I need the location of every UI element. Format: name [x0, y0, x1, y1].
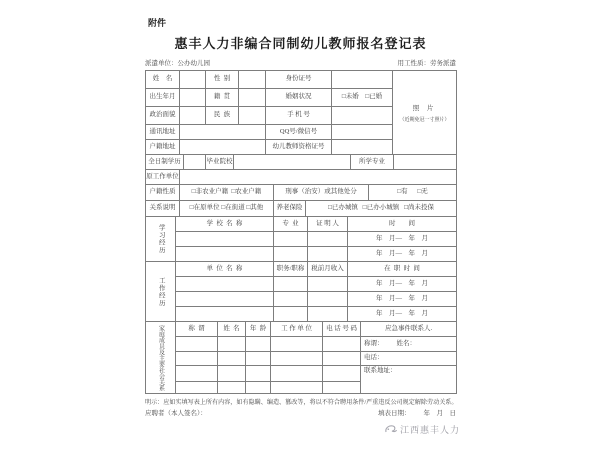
empty-cell [246, 366, 271, 382]
emergency-contact-address-cell: 联系地址： [361, 366, 457, 394]
pension-insurance-label: 养老保险 [274, 201, 306, 217]
empty-cell [176, 247, 274, 262]
row-household-type [146, 185, 457, 201]
graduate-school-value-cell [234, 155, 351, 170]
empty-cell [246, 337, 271, 352]
relation-title-header: 称 谓 [176, 322, 218, 337]
study-header-row [176, 217, 457, 232]
empty-cell [176, 352, 218, 366]
empty-cell [323, 366, 361, 382]
marital-status-label: 婚姻状况 [266, 89, 332, 107]
reference-header: 证 明 人 [308, 217, 348, 232]
empty-cell [176, 337, 218, 352]
relation-note-options: □在原单位 □在街道 □其他 [180, 201, 274, 217]
work-row [176, 277, 457, 292]
family-row [176, 382, 361, 394]
fulltime-education-label: 全日制学历 [146, 155, 184, 170]
household-type-options: □非农业户籍 □农业户籍 [180, 185, 274, 201]
major-value-cell [394, 155, 457, 170]
photo-note: （近期免冠一寸照片） [399, 117, 450, 123]
family-name-header: 姓 名 [218, 322, 246, 337]
empty-cell [246, 382, 271, 394]
empty-cell [176, 292, 274, 307]
major-header: 专 业 [274, 217, 308, 232]
mobile-label: 手 机 号 [266, 107, 332, 125]
relation-note-label: 关系说明 [146, 201, 180, 217]
empty-cell [246, 352, 271, 366]
pension-insurance-options: □已办城镇 □已办小城镇 □尚未投保 [306, 201, 457, 217]
household-address-label: 户籍地址 [146, 140, 180, 155]
id-number-label: 身份证号 [266, 71, 332, 89]
work-row [176, 292, 457, 307]
empty-cell [271, 382, 323, 394]
employer-name-header: 单 位 名 称 [176, 262, 274, 277]
notice-text: 明示：应如实填写表上所有内容，如有隐瞒、编造、篡改等，将以不符合聘用条件/严重违反公司规定解除劳动关系。 [145, 400, 458, 406]
empty-cell [323, 382, 361, 394]
graduate-school-label: 毕业院校 [206, 155, 234, 170]
fill-date-label: 填表日期： 年 月 日 [378, 410, 456, 417]
emergency-contact-column [361, 322, 457, 394]
mailing-address-label: 通讯地址 [146, 125, 180, 140]
study-time-cell: 年 月— 年 月 [348, 232, 457, 247]
family-row [176, 352, 361, 366]
family-row [176, 337, 361, 352]
work-header-row [176, 262, 457, 277]
empty-cell [271, 366, 323, 382]
fulltime-education-value-cell [184, 155, 206, 170]
empty-cell [323, 337, 361, 352]
empty-cell [176, 382, 218, 394]
logo-text: 江西惠丰人力 [400, 425, 461, 435]
tenure-header: 在 职 时 间 [348, 262, 457, 277]
ethnicity-value-cell [239, 107, 266, 125]
row-education [146, 155, 457, 170]
empty-cell [271, 352, 323, 366]
emergency-contact-phone-cell: 电话： [361, 352, 457, 366]
form-title: 惠丰人力非编合同制幼儿教师报名登记表 [174, 36, 427, 51]
family-grid [176, 322, 361, 394]
phone-header: 电 话 号 码 [323, 322, 361, 337]
empty-cell [274, 232, 308, 247]
mobile-value-cell [332, 107, 393, 125]
empty-cell [308, 307, 348, 322]
mailing-address-value-cell [180, 125, 266, 140]
former-employer-label: 原工作单位 [146, 170, 180, 185]
salary-header: 税前月收入 [308, 262, 348, 277]
empty-cell [308, 277, 348, 292]
empty-cell [218, 382, 246, 394]
political-status-label: 政治面貌 [146, 107, 180, 125]
dispatch-unit-label: 派遣单位：公办幼儿园 [145, 60, 210, 67]
political-status-value-cell [180, 107, 206, 125]
empty-cell [218, 337, 246, 352]
id-number-value-cell [332, 71, 393, 89]
time-header: 时 间 [348, 217, 457, 232]
photo-label: 照 片 [412, 104, 437, 112]
work-history-section [146, 262, 457, 322]
household-address-value-cell [180, 140, 266, 155]
empty-cell [218, 366, 246, 382]
company-watermark [384, 423, 460, 436]
major-label: 所学专业 [351, 155, 394, 170]
age-header: 年 龄 [246, 322, 271, 337]
qq-wechat-value-cell [332, 125, 393, 140]
study-row [176, 247, 457, 262]
family-employer-header: 工 作 单 位 [271, 322, 323, 337]
empty-cell [274, 277, 308, 292]
work-history-grid [176, 262, 457, 322]
teacher-cert-label: 幼儿教师资格证号 [266, 140, 332, 155]
photo-box [393, 71, 457, 155]
study-row [176, 232, 457, 247]
study-history-grid [176, 217, 457, 262]
ethnicity-label: 民 族 [206, 107, 239, 125]
empty-cell [274, 247, 308, 262]
gender-value-cell [239, 71, 266, 89]
empty-cell [176, 232, 274, 247]
subheader [145, 58, 456, 67]
study-time-cell: 年 月— 年 月 [348, 247, 457, 262]
family-row [176, 366, 361, 382]
attachment-label: 附件 [148, 18, 167, 28]
study-history-label: 学习经历 [146, 217, 176, 262]
emergency-contact-header: 应急事件联系人. [361, 322, 457, 337]
empty-cell [323, 352, 361, 366]
logo-bird-icon [384, 423, 397, 436]
study-history-section [146, 217, 457, 262]
empty-cell [308, 232, 348, 247]
empty-cell [271, 337, 323, 352]
empty-cell [176, 366, 218, 382]
empty-cell [176, 277, 274, 292]
native-place-label: 籍 贯 [206, 89, 239, 107]
emergency-contact-name-cell: 称谓： 姓名： [361, 337, 457, 352]
empty-cell [176, 307, 274, 322]
teacher-cert-value-cell [332, 140, 393, 155]
qq-wechat-label: QQ号/微信号 [266, 125, 332, 140]
row-former-employer [146, 170, 457, 185]
employment-type-label: 用工性质：劳务派遣 [397, 60, 456, 67]
former-employer-value-cell [180, 170, 457, 185]
family-header-row [176, 322, 361, 337]
family-section-label: 家庭成员及主要社会关系 [146, 322, 176, 394]
empty-cell [308, 292, 348, 307]
work-time-cell: 年 月— 年 月 [348, 307, 457, 322]
signature-line [145, 408, 456, 417]
name-value-cell [180, 71, 206, 89]
gender-label: 性 别 [206, 71, 239, 89]
birth-label: 出生年月 [146, 89, 180, 107]
birth-value-cell [180, 89, 206, 107]
empty-cell [274, 292, 308, 307]
work-time-cell: 年 月— 年 月 [348, 277, 457, 292]
applicant-signature-label: 应聘者（本人签名）： [145, 410, 207, 417]
row-relation-note [146, 201, 457, 217]
criminal-record-label: 刑事（治安）或其他处分 [274, 185, 369, 201]
school-name-header: 学 校 名 称 [176, 217, 274, 232]
native-place-value-cell [239, 89, 266, 107]
family-section [146, 322, 457, 394]
work-history-label: 工作经历 [146, 262, 176, 322]
empty-cell [218, 352, 246, 366]
work-time-cell: 年 月— 年 月 [348, 292, 457, 307]
position-header: 职务/职称 [274, 262, 308, 277]
criminal-record-options: □有 □无 [369, 185, 457, 201]
name-label: 姓 名 [146, 71, 180, 89]
marital-status-options: □未婚 □已婚 [332, 89, 393, 107]
work-row [176, 307, 457, 322]
empty-cell [308, 247, 348, 262]
registration-form-table [145, 70, 457, 394]
empty-cell [274, 307, 308, 322]
household-type-label: 户籍性质 [146, 185, 180, 201]
